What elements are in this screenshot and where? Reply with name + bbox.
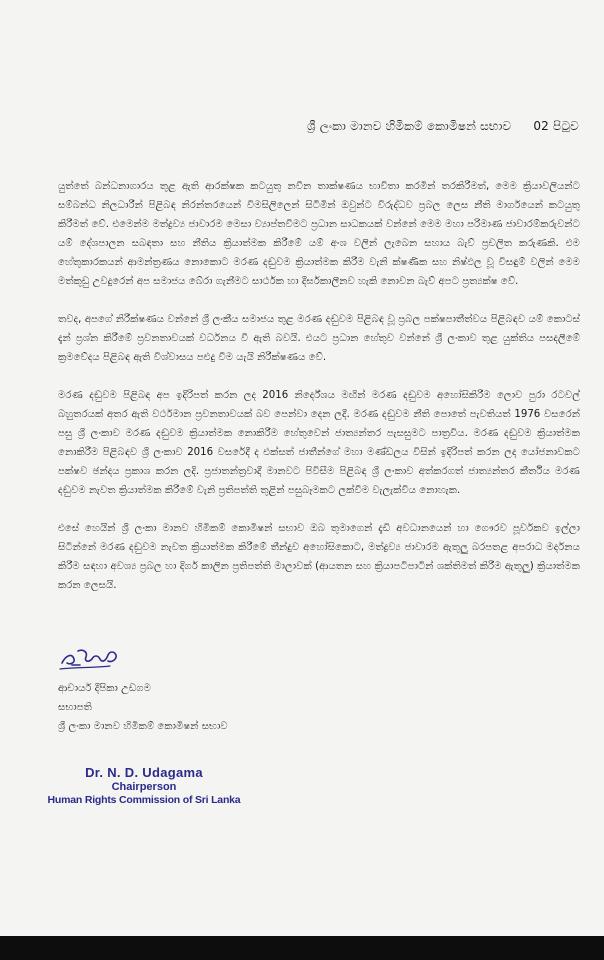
signatory-title: Chairperson <box>111 781 177 793</box>
page-header <box>200 119 579 134</box>
letter-body <box>58 177 580 614</box>
signatory-name: Dr. N. D. Udagama <box>85 765 203 780</box>
bottom-bar <box>0 936 604 960</box>
signatory-name-sinhala: ආචාර්ය දීපිකා උඩගම <box>58 683 151 694</box>
header-page-number: 02 පිටුව <box>533 119 579 133</box>
signatory-organization-sinhala: ශ්‍රී ලංකා මානව හිමිකම් කොමිෂන් සභාව <box>58 721 228 732</box>
signatory-title-sinhala: සභාපති <box>58 702 92 713</box>
signature-block <box>58 641 358 736</box>
header-organization: ශ්‍රී ලංකා මානව හිමිකම් කොමිෂන් සභාව <box>306 119 512 133</box>
handwritten-signature <box>58 641 120 673</box>
paragraph-3: මරණ දඬුවම පිළිබඳ අප ඉදිරිපත් කරන ලද 2016 නිර්දේශය මඟින් මරණ දඬුවම අහෝසිකිරීම ලොව පුරා රටවල් බහුතරයක් අතර ඇති වර්ථමාන ප්‍රවනතාවයක් බව පෙන්වා දෙන ලදී. මරණ දඬුවම නීති පොතේ පැවතියත් 1976 වසරෙන් පසු ශ්‍රී ලංකාව මරණ දඬුවම ක්‍රියාත්මක නොකිරීම හේතුවෙන් ජාත්‍යන්තර පැසසුමට පාත්‍රවිය. මරණ දඬුවම ක්‍රියාත්මක නොකිරීම පිළිබඳව ශ්‍රී ලංකාව 2016 වසරේදී ද එක්සත් ජාතීන්ගේ මහා මණ්ඩලය විසින් ඉදිරිපත් කරන ලද යෝජනාවකට පක්ෂව ඡන්දය ප්‍රකාශ කරන ලදි. ප්‍රජාතන්ත්‍රවාදී මානවට පිවිසීම පිළිබඳ ශ්‍රී ලංකාව අත්කරගත් ජාත්‍යන්තර කීර්තිය මරණ දඬුවම නැවත ක්‍රියාත්මක කිරීමේ වැනි ප්‍රතිපත්ති තුළින් පසුබෑමකට ලක්වීම වැලැක්විය නොහැක. <box>58 390 580 496</box>
paragraph-4: එසේ හෙයින් ශ්‍රී ලංකා මානව හිමිකම් කොමිෂන් සභාව ඔබ තුමාගෙන් දැඩි අවධානයෙන් හා ගෞරව පූර්වකව ඉල්ලා සිටින්නේ මරණ දඬුවම නැවත ක්‍රියාත්මක කිරීමේ තීන්දුව අහෝසිකොට, මත්ද්‍රව්‍ය ජාවාරම ඇතුලු බරපතළ අපරාධ මර්දනය කිරීම සඳහා අවශ්‍ය ප්‍රබල හා දිර්ග කාලින ප්‍රතිපත්ති මාලාවක් (ආයතන සහ ක්‍රියාපටිපාටින් ශක්තිමත් කිරීම ඇතුලු) ක්‍රියාත්මක කරන ලෙසයි. <box>58 523 580 591</box>
signature-stamp <box>44 765 244 806</box>
signatory-organization: Human Rights Commission of Sri Lanka <box>47 794 241 806</box>
paragraph-2: තවද, අපගේ නිරීක්ෂණය වන්නේ ශ්‍රී ලංකීය සමාජය තුළ මරණ දඬුවම පිළිබඳ වූ ප්‍රබල පක්ෂපාතීත්වය පිළිබඳව යම් කොටස් දැන් ප්‍රශ්න කිරීමේ ප්‍රවනතාවයක් වර්ධනය වී ඇති බවයි. එයට ප්‍රධාන හේතුව වන්නේ ශ්‍රී ලංකාව තුළ යුක්තිය පසදලීමේ ක්‍රමවේදය පිළිබඳ ඇති විශ්වාසය පළුදු වීම යැයි නිරීක්ෂණය වේ. <box>58 314 580 363</box>
paragraph-1: යුත්තේ බන්ධනාගාරය තුළ ඇති ආරක්ෂක කටයුතු නවීන තාක්ෂණය භාවිතා කරමින් තරකිරීමත්, මෙම ක්‍රියාවලියන්ට සම්බන්ධ නිලධාරීන් පිළිබඳ නිරන්තරයෙන් විමසිලිලෙන් සිටිමින් ඔවුන්ට විරුද්ධව ප්‍රබල ලෙස නීති මාර්ගයෙන් කටයුතු කිරීමත් වේ. එමෙන්ම මත්ද්‍රව්‍ය ජාවාරම මෙසා ව්‍යාප්තවීමට ප්‍රධාන සාධකයක් වන්නේ මෙම මහා පරිමාණ ජාවාරම්කරුවන්ට යම් දේශපාලන සබඳතා සහ නීතිය ක්‍රියාත්මක කිරීමේ යම් අංශ වලින් ලැබෙන සහාය බැව් ප්‍රචලිත කරුණකි. එම හේතුකාරකයන් ආමන්ත්‍රණය නොකොට මරණ දඬුවම ක්‍රියාත්මක කිරීම වැනි ක්ෂණික සහ නිෂ්ඵල වූ විසඳුම් වලින් මෙම මත්කුඩු උවදුරෙන් අප සමාජය බේරා ගැනීමට සාර්ථක හා දීර්ඝකාලීනව හැකි නොවන බැව් අපට ප්‍රත්‍යක්ෂ වේ. <box>58 181 580 287</box>
